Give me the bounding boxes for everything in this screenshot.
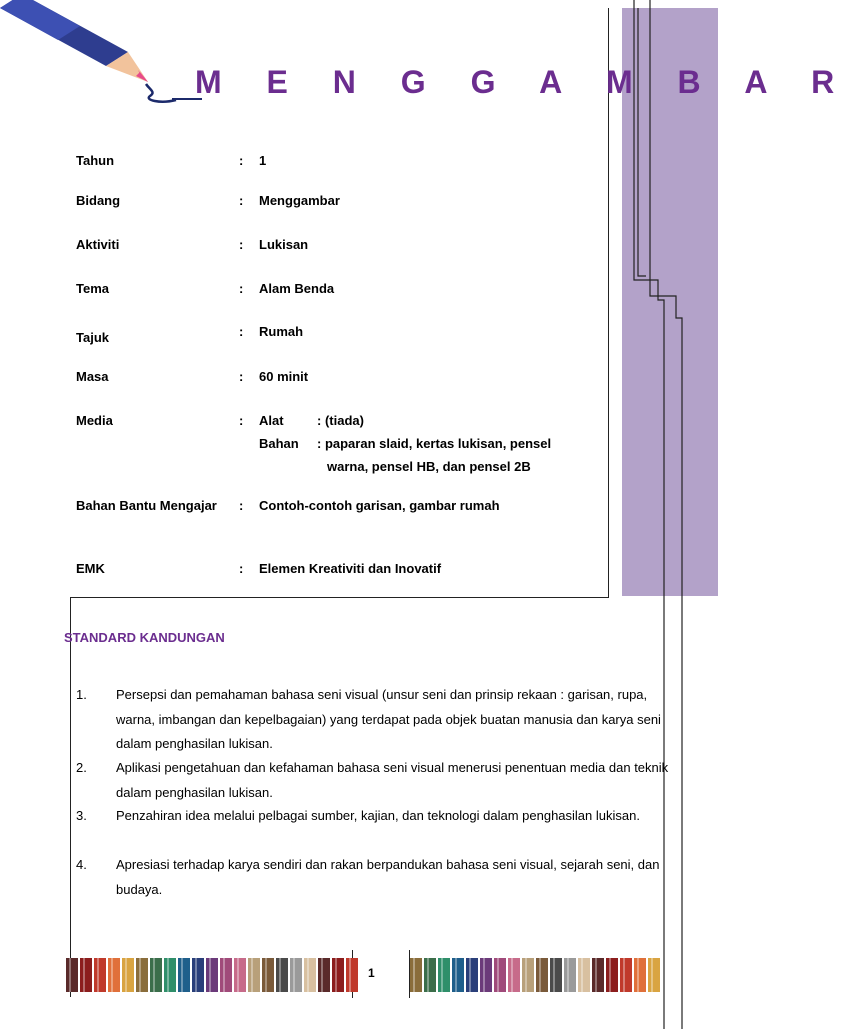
item-number: 4. bbox=[76, 857, 87, 872]
pencil-highlight bbox=[427, 958, 429, 992]
pencil-stripe bbox=[262, 958, 274, 992]
pencil-stripe bbox=[220, 958, 232, 992]
pencil-stripe bbox=[578, 958, 590, 992]
pencil-stripe bbox=[522, 958, 534, 992]
field-value: Menggambar bbox=[259, 193, 340, 208]
pencil-highlight bbox=[209, 958, 211, 992]
field-value: 1 bbox=[259, 153, 267, 168]
pencil-highlight bbox=[307, 958, 309, 992]
field-label: Tahun bbox=[76, 153, 115, 168]
field-colon: : bbox=[239, 561, 244, 576]
pencil-stripe bbox=[592, 958, 604, 992]
media-alat-value: : (tiada) bbox=[317, 413, 364, 428]
field-value: Alat bbox=[259, 413, 284, 428]
pencil-highlight bbox=[413, 958, 415, 992]
pencil-stripe bbox=[304, 958, 316, 992]
pencil-stripe bbox=[234, 958, 246, 992]
pencil-highlight bbox=[581, 958, 583, 992]
item-number: 3. bbox=[76, 808, 87, 823]
pencil-highlight bbox=[609, 958, 611, 992]
item-text: Aplikasi pengetahuan dan kefahaman bahasa seni visual menerusi penentuan media dan teknik dalam penghasilan lukisan. bbox=[116, 760, 669, 800]
pencil-stripe bbox=[178, 958, 190, 992]
field-label: Tema bbox=[76, 281, 109, 296]
field-colon: : bbox=[239, 237, 244, 252]
section-title: STANDARD KANDUNGAN bbox=[64, 630, 225, 645]
pencil-highlight bbox=[279, 958, 281, 992]
colored-pencils-icon bbox=[410, 958, 660, 992]
pencil-stripe bbox=[648, 958, 660, 992]
pencil-stripe bbox=[122, 958, 134, 992]
pencil-stripe bbox=[536, 958, 548, 992]
field-value: Rumah bbox=[259, 324, 304, 339]
pencil-stripe bbox=[452, 958, 464, 992]
item-number: 2. bbox=[76, 760, 87, 775]
pencil-highlight bbox=[595, 958, 597, 992]
pencil-stripe bbox=[206, 958, 218, 992]
pencil-stripe bbox=[290, 958, 302, 992]
field-label: Tajuk bbox=[76, 330, 109, 345]
pencil-stripe bbox=[80, 958, 92, 992]
pencil-stripe bbox=[438, 958, 450, 992]
pencil-highlight bbox=[181, 958, 183, 992]
item-text: Persepsi dan pemahaman bahasa seni visual (unsur seni dan prinsip rekaan : garisan, rupa, warna, imbangan dan kepelbagaian) yang terdapat pada objek buatan manusia dan karya seni dalam penghasilan lukisan. bbox=[116, 687, 661, 751]
pencil-stripe bbox=[346, 958, 358, 992]
field-label: Media bbox=[76, 413, 113, 428]
pencil-stripe bbox=[136, 958, 148, 992]
pencil-stripe bbox=[276, 958, 288, 992]
pencil-highlight bbox=[539, 958, 541, 992]
field-label: Masa bbox=[76, 369, 109, 384]
field-colon: : bbox=[239, 498, 244, 513]
item-number: 1. bbox=[76, 687, 87, 702]
pencil-stripe bbox=[150, 958, 162, 992]
pencil-highlight bbox=[83, 958, 85, 992]
field-colon: : bbox=[239, 324, 244, 339]
pencil-highlight bbox=[69, 958, 71, 992]
pencil-highlight bbox=[553, 958, 555, 992]
media-bahan-value: : paparan slaid, kertas lukisan, pensel bbox=[317, 436, 552, 451]
pencil-highlight bbox=[651, 958, 653, 992]
pencil-highlight bbox=[349, 958, 351, 992]
field-value: Alam Benda bbox=[259, 281, 335, 296]
pencil-highlight bbox=[511, 958, 513, 992]
field-value: Elemen Kreativiti dan Inovatif bbox=[259, 561, 442, 576]
pencil-highlight bbox=[455, 958, 457, 992]
item-text: Apresiasi terhadap karya sendiri dan rakan berpandukan bahasa seni visual, sejarah seni, dan budaya. bbox=[116, 857, 660, 897]
field-colon: : bbox=[239, 281, 244, 296]
pencil-highlight bbox=[567, 958, 569, 992]
media-bahan-value-cont: warna, pensel HB, dan pensel 2B bbox=[327, 459, 531, 474]
pencil-highlight bbox=[469, 958, 471, 992]
pencil-highlight bbox=[293, 958, 295, 992]
pencil-highlight bbox=[497, 958, 499, 992]
pencil-stripe bbox=[164, 958, 176, 992]
field-label: EMK bbox=[76, 561, 105, 576]
pencil-stripe bbox=[466, 958, 478, 992]
pencil-highlight bbox=[167, 958, 169, 992]
media-bahan-label: Bahan bbox=[259, 436, 299, 451]
field-colon: : bbox=[239, 153, 244, 168]
pencil-stripe bbox=[332, 958, 344, 992]
field-label: Aktiviti bbox=[76, 237, 120, 252]
page-number: 1 bbox=[368, 966, 375, 980]
field-value: 60 minit bbox=[259, 369, 309, 384]
pencil-highlight bbox=[483, 958, 485, 992]
pencil-highlight bbox=[265, 958, 267, 992]
field-label: Bahan Bantu Mengajar bbox=[76, 498, 217, 513]
pencil-highlight bbox=[223, 958, 225, 992]
pencil-highlight bbox=[97, 958, 99, 992]
pencil-highlight bbox=[525, 958, 527, 992]
pencil-highlight bbox=[335, 958, 337, 992]
pencil-highlight bbox=[153, 958, 155, 992]
pencil-highlight bbox=[139, 958, 141, 992]
item-text: Penzahiran idea melalui pelbagai sumber, kajian, dan teknologi dalam penghasilan lukisan. bbox=[116, 808, 640, 823]
pencil-highlight bbox=[321, 958, 323, 992]
pencil-highlight bbox=[195, 958, 197, 992]
pencil-stripe bbox=[480, 958, 492, 992]
pencil-stripe bbox=[108, 958, 120, 992]
pencil-stripe bbox=[318, 958, 330, 992]
pencil-stripe bbox=[410, 958, 422, 992]
pencil-stripe bbox=[192, 958, 204, 992]
pencil-highlight bbox=[111, 958, 113, 992]
field-label: Bidang bbox=[76, 193, 121, 208]
pencil-highlight bbox=[251, 958, 253, 992]
field-value: Lukisan bbox=[259, 237, 309, 252]
pencil-highlight bbox=[441, 958, 443, 992]
pencil-highlight bbox=[623, 958, 625, 992]
field-colon: : bbox=[239, 193, 244, 208]
pencil-highlight bbox=[237, 958, 239, 992]
pencil-stripe bbox=[66, 958, 78, 992]
pencil-stripe bbox=[634, 958, 646, 992]
pencil-stripe bbox=[564, 958, 576, 992]
field-colon: : bbox=[239, 413, 244, 428]
pencil-stripe bbox=[606, 958, 618, 992]
field-value: Contoh-contoh garisan, gambar rumah bbox=[259, 498, 500, 513]
field-colon: : bbox=[239, 369, 244, 384]
pencil-icon bbox=[0, 0, 180, 110]
pencil-highlight bbox=[125, 958, 127, 992]
pencil-stripe bbox=[550, 958, 562, 992]
colored-pencils-icon bbox=[66, 958, 352, 992]
pencil-stripe bbox=[494, 958, 506, 992]
pencil-stripe bbox=[620, 958, 632, 992]
pencil-stripe bbox=[94, 958, 106, 992]
pencil-highlight bbox=[637, 958, 639, 992]
pencil-stripe bbox=[508, 958, 520, 992]
pencil-stripe bbox=[248, 958, 260, 992]
page-title: M E N G G A M B A R bbox=[195, 64, 852, 100]
pencil-stripe bbox=[424, 958, 436, 992]
